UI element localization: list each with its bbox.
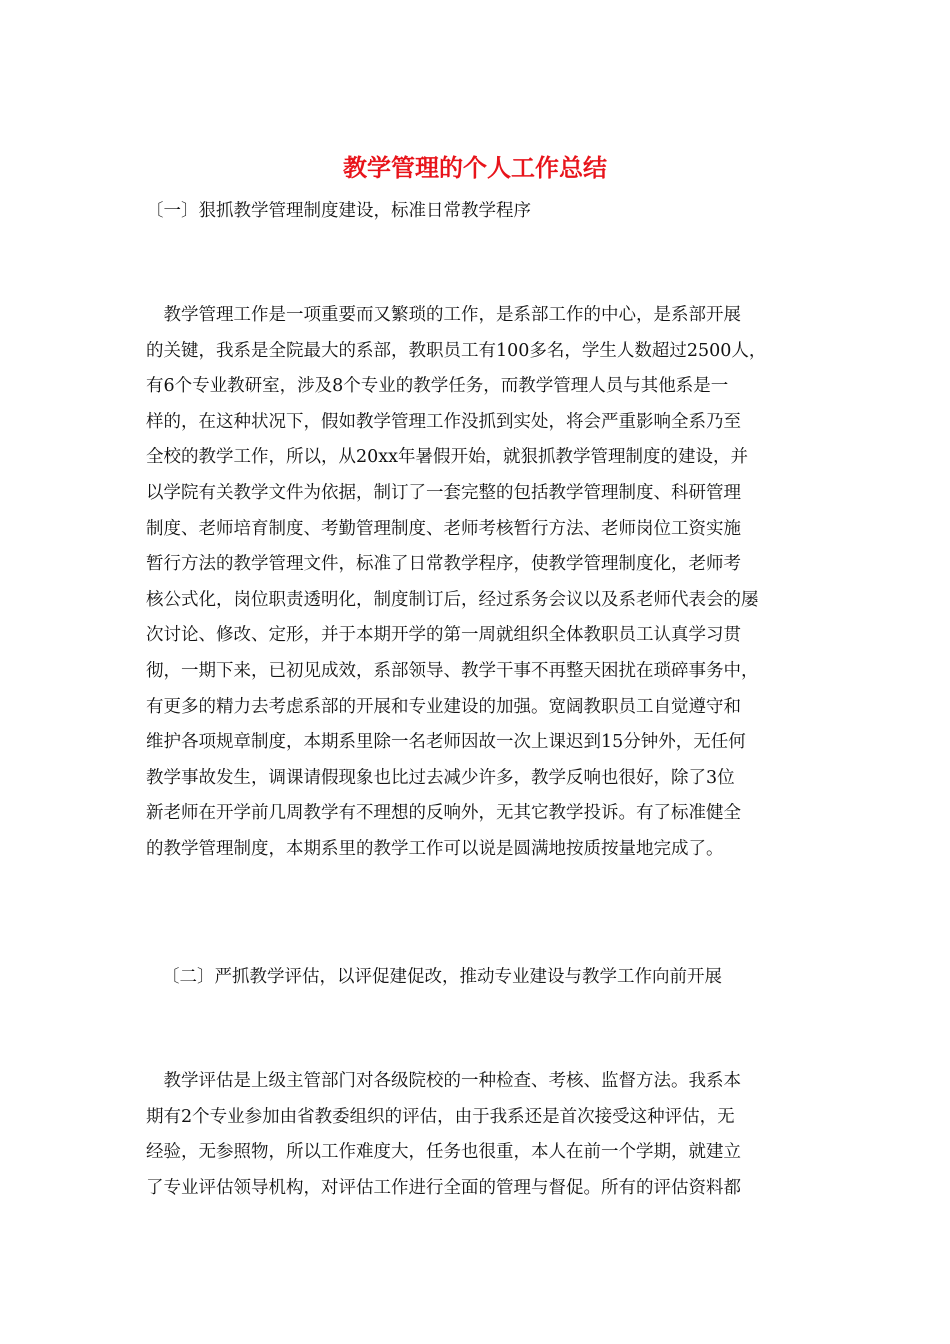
paragraph-line: 样的，在这种状况下，假如教学管理工作没抓到实处，将会严重影响全系乃至 [146, 411, 741, 432]
paragraph-line: 的教学管理制度，本期系里的教学工作可以说是圆满地按质按量地完成了。 [146, 838, 724, 859]
paragraph-line: 彻，一期下来，已初见成效，系部领导、教学干事不再整天困扰在琐碎事务中， [146, 660, 759, 681]
section-2-paragraph [146, 1064, 816, 1206]
paragraph-line: 经验，无参照物，所以工作难度大，任务也很重，本人在前一个学期，就建立 [146, 1142, 741, 1163]
paragraph-line: 教学评估是上级主管部门对各级院校的一种检查、考核、监督方法。我系本 [146, 1071, 741, 1091]
paragraph-line: 新老师在开学前几周教学有不理想的反响外，无其它教学投诉。有了标准健全 [146, 803, 741, 824]
paragraph-line: 的关键，我系是全院最大的系部，教职员工有100多名，学生人数超过2500人， [146, 340, 767, 361]
paragraph-line: 次讨论、修改、定形，并于本期开学的第一周就组织全体教职员工认真学习贯 [146, 625, 741, 646]
document-title: 教学管理的个人工作总结 [343, 153, 607, 182]
paragraph-line: 教学管理工作是一项重要而又繁琐的工作，是系部工作的中心，是系部开展 [146, 305, 741, 325]
paragraph-line: 维护各项规章制度，本期系里除一名老师因故一次上课迟到15分钟外，无任何 [146, 732, 746, 753]
section-1-heading: 〔一〕狠抓教学管理制度建设，标准日常教学程序 [146, 201, 531, 221]
paragraph-line: 有6个专业教研室，涉及8个专业的教学任务，而教学管理人员与其他系是一 [146, 376, 729, 397]
paragraph-line: 暂行方法的教学管理文件，标准了日常教学程序，使教学管理制度化，老师考 [146, 554, 741, 575]
section-1-paragraph [146, 298, 816, 868]
paragraph-line: 核公式化，岗位职责透明化，制度制订后，经过系务会议以及系老师代表会的屡 [146, 589, 759, 610]
section-2-heading: 〔二〕严抓教学评估，以评促建促改，推动专业建设与教学工作向前开展 [162, 967, 722, 987]
paragraph-line: 期有2个专业参加由省教委组织的评估，由于我系还是首次接受这种评估，无 [146, 1106, 735, 1127]
paragraph-line: 有更多的精力去考虑系部的开展和专业建设的加强。宽阔教职员工自觉遵守和 [146, 696, 741, 717]
paragraph-line: 教学事故发生，调课请假现象也比过去减少许多，教学反响也很好，除了3位 [146, 767, 735, 788]
paragraph-line: 了专业评估领导机构，对评估工作进行全面的管理与督促。所有的评估资料都 [146, 1177, 741, 1198]
paragraph-line: 制度、老师培育制度、考勤管理制度、老师考核暂行方法、老师岗位工资实施 [146, 518, 741, 539]
paragraph-line: 全校的教学工作，所以，从20xx年暑假开始，就狠抓教学管理制度的建设，并 [146, 447, 749, 468]
paragraph-line: 以学院有关教学文件为依据，制订了一套完整的包括教学管理制度、科研管理 [146, 482, 741, 503]
